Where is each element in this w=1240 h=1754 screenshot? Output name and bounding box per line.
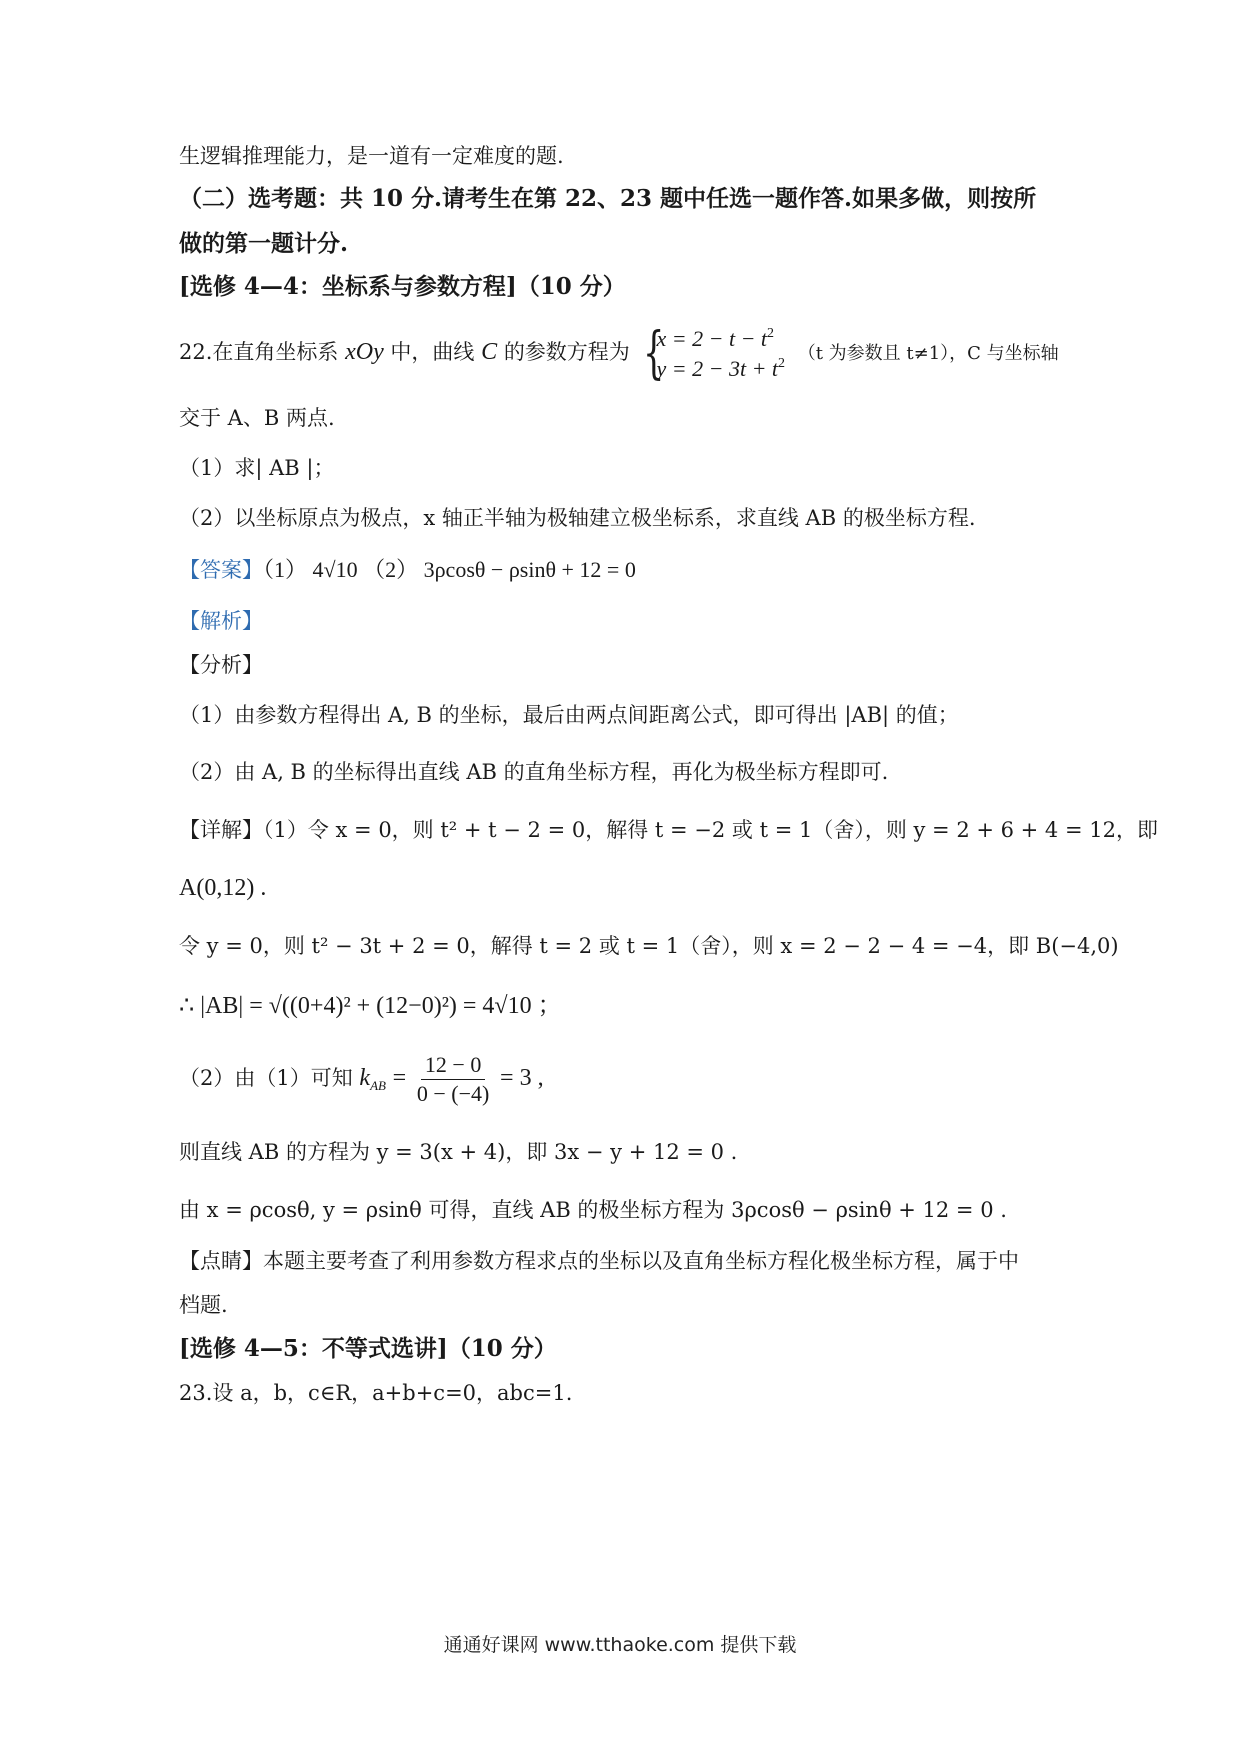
fenxi-line2: （2）由 A, B 的坐标得出直线 AB 的直角坐标方程，再化为极坐标方程即可. bbox=[179, 760, 889, 784]
answer-line bbox=[179, 555, 1079, 585]
answer-text: （1） 4√10 （2） 3ρcosθ − ρsinθ + 12 = 0 bbox=[263, 557, 636, 582]
equals-sign: = bbox=[392, 1065, 407, 1091]
fenxi-tag: 【分析】 bbox=[179, 653, 263, 677]
q22-text-2: 中，曲线 bbox=[390, 340, 475, 364]
q22-part1: （1）求| AB |； bbox=[179, 456, 335, 480]
footer-watermark: 通通好课网 www.tthaoke.com 提供下载 bbox=[443, 1634, 797, 1656]
parametric-system: { $x = 2 - t - t^2$ $y = 2 - 3t + t^2$ bbox=[642, 320, 786, 386]
answer-tag: 【答案】 bbox=[179, 558, 263, 582]
q22-text: 22.在直角坐标系 bbox=[179, 340, 339, 364]
q22-part2: （2）以坐标原点为极点，x 轴正半轴为极轴建立极坐标系，求直线 AB 的极坐标方程. bbox=[179, 506, 976, 530]
detail-line2: A(0,12) . bbox=[179, 875, 267, 901]
dianjing-line2: 档题. bbox=[179, 1293, 228, 1317]
q22-line2: 交于 A、B 两点. bbox=[179, 406, 335, 430]
analysis-tag: 【解析】 bbox=[179, 609, 263, 633]
elective-heading-45: [选修 4—5：不等式选讲]（10 分） bbox=[179, 1335, 557, 1362]
slope-fraction: $\frac{12 - 0}{0 - (-4)}$ bbox=[416, 1052, 490, 1106]
q22-xoy: xOy bbox=[345, 339, 384, 365]
fenxi-line1: （1）由参数方程得出 A, B 的坐标，最后由两点间距离公式，即可得出 |AB| 的值； bbox=[179, 703, 959, 727]
detail-line6: 则直线 AB 的方程为 y = 3(x + 4)，即 3x − y + 12 = 0 . bbox=[179, 1140, 738, 1164]
q22-text-3: 的参数方程为 bbox=[503, 340, 630, 364]
dianjing-line1: 【点睛】本题主要考查了利用参数方程求点的坐标以及直角坐标方程化极坐标方程，属于中 bbox=[179, 1249, 1019, 1273]
slope-k: $k_{AB}$ bbox=[359, 1065, 386, 1093]
section-heading-cont: 做的第一题计分. bbox=[179, 230, 349, 257]
question-23: 23.设 a，b，c∈R，a+b+c=0，abc=1. bbox=[179, 1381, 573, 1405]
detail-line4: ∴ |AB| = √((0+4)² + (12−0)²) = 4√10 ； bbox=[179, 993, 562, 1019]
detail-line1: 【详解】（1）令 x = 0，则 t² + t − 2 = 0，解得 t = −2 或 t = 1（舍），则 y = 2 + 6 + 4 = 12，即 bbox=[179, 818, 1158, 842]
q22-condition: （t 为参数且 t≠1），C 与坐标轴 bbox=[797, 343, 1059, 364]
question-22 bbox=[179, 320, 1079, 386]
detail5-text: （2）由（1）可知 bbox=[179, 1066, 353, 1090]
text-line: 生逻辑推理能力，是一道有一定难度的题. bbox=[179, 144, 564, 168]
detail-line3: 令 y = 0，则 t² − 3t + 2 = 0，解得 t = 2 或 t = 1（舍），则 x = 2 − 2 − 4 = −4，即 B(−4,0) bbox=[179, 934, 1119, 958]
slope-value: = 3 , bbox=[500, 1065, 544, 1091]
section-heading: （二）选考题：共 10 分.请考生在第 22、23 题中任选一题作答.如果多做，则按所 bbox=[179, 185, 1037, 212]
detail-line5 bbox=[179, 1048, 1079, 1108]
q22-curve-c: C bbox=[481, 339, 498, 365]
detail-line7: 由 x = ρcosθ, y = ρsinθ 可得，直线 AB 的极坐标方程为 3ρcosθ − ρsinθ + 12 = 0 . bbox=[179, 1198, 1007, 1222]
elective-heading-44: [选修 4—4：坐标系与参数方程]（10 分） bbox=[179, 273, 626, 300]
